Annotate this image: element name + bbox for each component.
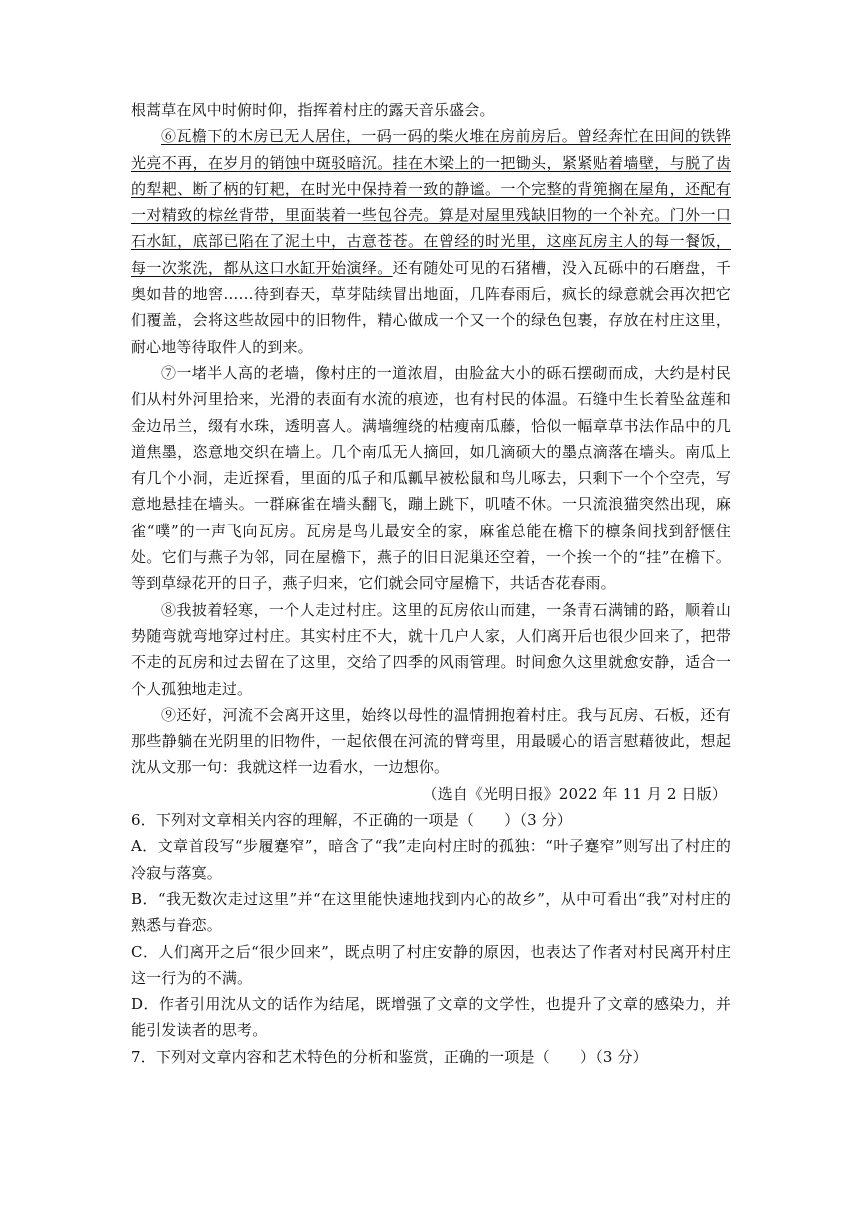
paragraph-6: [131, 123, 731, 360]
question-6-option-d: D．作者引用沈从文的话作为结尾，既增强了文章的文学性，也提升了文章的感染力，并能引发读者的思考。: [131, 995, 731, 1040]
question-6-option-b: B．“我无数次走过这里”并“在这里能快速地找到内心的故乡”，从中可看出“我”对村庄的熟悉与眷恋。: [131, 889, 731, 935]
paragraph-8: ⑧我披着轻寒，一个人走过村庄。这里的瓦房依山而建，一条青石满铺的路，顺着山势随弯就弯地穿过村庄。其实村庄不大，就十几户人家，人们离开后也很少回来了，把带不走的瓦房和过去留在了这里，交给了四季的风雨管理。时间愈久这里就愈安静，适合一个人孤独地走过。: [131, 600, 731, 698]
source-citation: （选自《光明日报》2022 年 11 月 2 日版）: [422, 784, 727, 803]
paragraph-6-rest: 还有随处可见的石猪槽，没入瓦砾中的石磨盘，千奥如昔的地窖……待到春天，草芽陆续冒出地面，几阵春雨后，疯长的绿意就会再次把它们覆盖，会将这些故园中的旧物件，精心做成一个又一个的绿色包裹，存放在村庄这里，耐心地等待取件人的到来。: [131, 258, 731, 356]
paragraph-7: ⑦一堵半人高的老墙，像村庄的一道浓眉，由脸盆大小的砾石摆砌而成，大约是村民们从村外河里拾来，光滑的表面有水流的痕迹，也有村民的体温。石缝中生长着坠盆莲和金边吊兰，缀有水珠，透明喜人。满墙缠绕的枯瘦南瓜藤，恰似一幅章草书法作品中的几道焦墨，恣意地交织在墙上。几个南瓜无人摘回，如几滴硕大的墨点滴落在墙头。南瓜上有几个小洞，走近探看，里面的瓜子和瓜瓤早被松鼠和鸟儿啄去，只剩下一个个空壳，写意地悬挂在墙头。一群麻雀在墙头翻飞，蹦上跳下，叽喳不休。一只流浪猫突然出现，麻雀“噗”的一声飞向瓦房。瓦房是鸟儿最安全的家，麻雀总能在檐下的檩条间找到舒惬住处。它们与燕子为邻，同在屋檐下，燕子的旧日泥巢还空着，一个挨一个的“挂”在檐下。等到草绿花开的日子，燕子归来，它们就会同守屋檐下，共话杏花春雨。: [131, 363, 731, 593]
question-7-stem: 7．下列对文章内容和艺术特色的分析和鉴赏，正确的一项是（ ）（3 分）: [131, 1047, 648, 1066]
exam-page: [131, 97, 731, 1070]
paragraph-5-tail: 根蒿草在风中时俯时仰，指挥着村庄的露天音乐盛会。: [131, 101, 495, 119]
underlined-passage: ⑥瓦檐下的木房已无人居住，一码一码的柴火堆在房前房后。曾经奔忙在田间的铁铧光亮不再，在岁月的销蚀中斑驳暗沉。挂在木梁上的一把锄头，紧紧贴着墙壁，与脱了齿的犁耙、断了柄的钉耙，在时光中保持着一致的静谧。一个完整的背篼搁在屋角，还配有一对精致的棕丝背带，里面装着一些包谷壳。算是对屋里残缺旧物的一个补充。门外一口石水缸，底部已陷在了泥土中，古意苍苍。在曾经的时光里，这座瓦房主人的每一餐饭，每一次浆洗，都从这口水缸开始演绎。: [131, 127, 731, 277]
question-6-option-a: A．文章首段写“步履蹇窄”，暗含了“我”走向村庄时的孤独：“叶子蹇窄”则写出了村庄的冷寂与落寞。: [131, 837, 731, 882]
question-6-option-c: C．人们离开之后“很少回来”，既点明了村庄安静的原因，也表达了作者对村民离开村庄这一行为的不满。: [131, 942, 731, 987]
question-6-stem: 6．下列对文章相关内容的理解，不正确的一项是（ ）（3 分）: [131, 811, 573, 830]
paragraph-9: ⑨还好，河流不会离开这里，始终以母性的温情拥抱着村庄。我与瓦房、石板，还有那些静躺在光阴里的旧物件，一起依偎在河流的臂弯里，用最暖心的语言慰藉彼此，想起沈从文那一句：我就这样一边看水，一边想你。: [131, 705, 731, 777]
